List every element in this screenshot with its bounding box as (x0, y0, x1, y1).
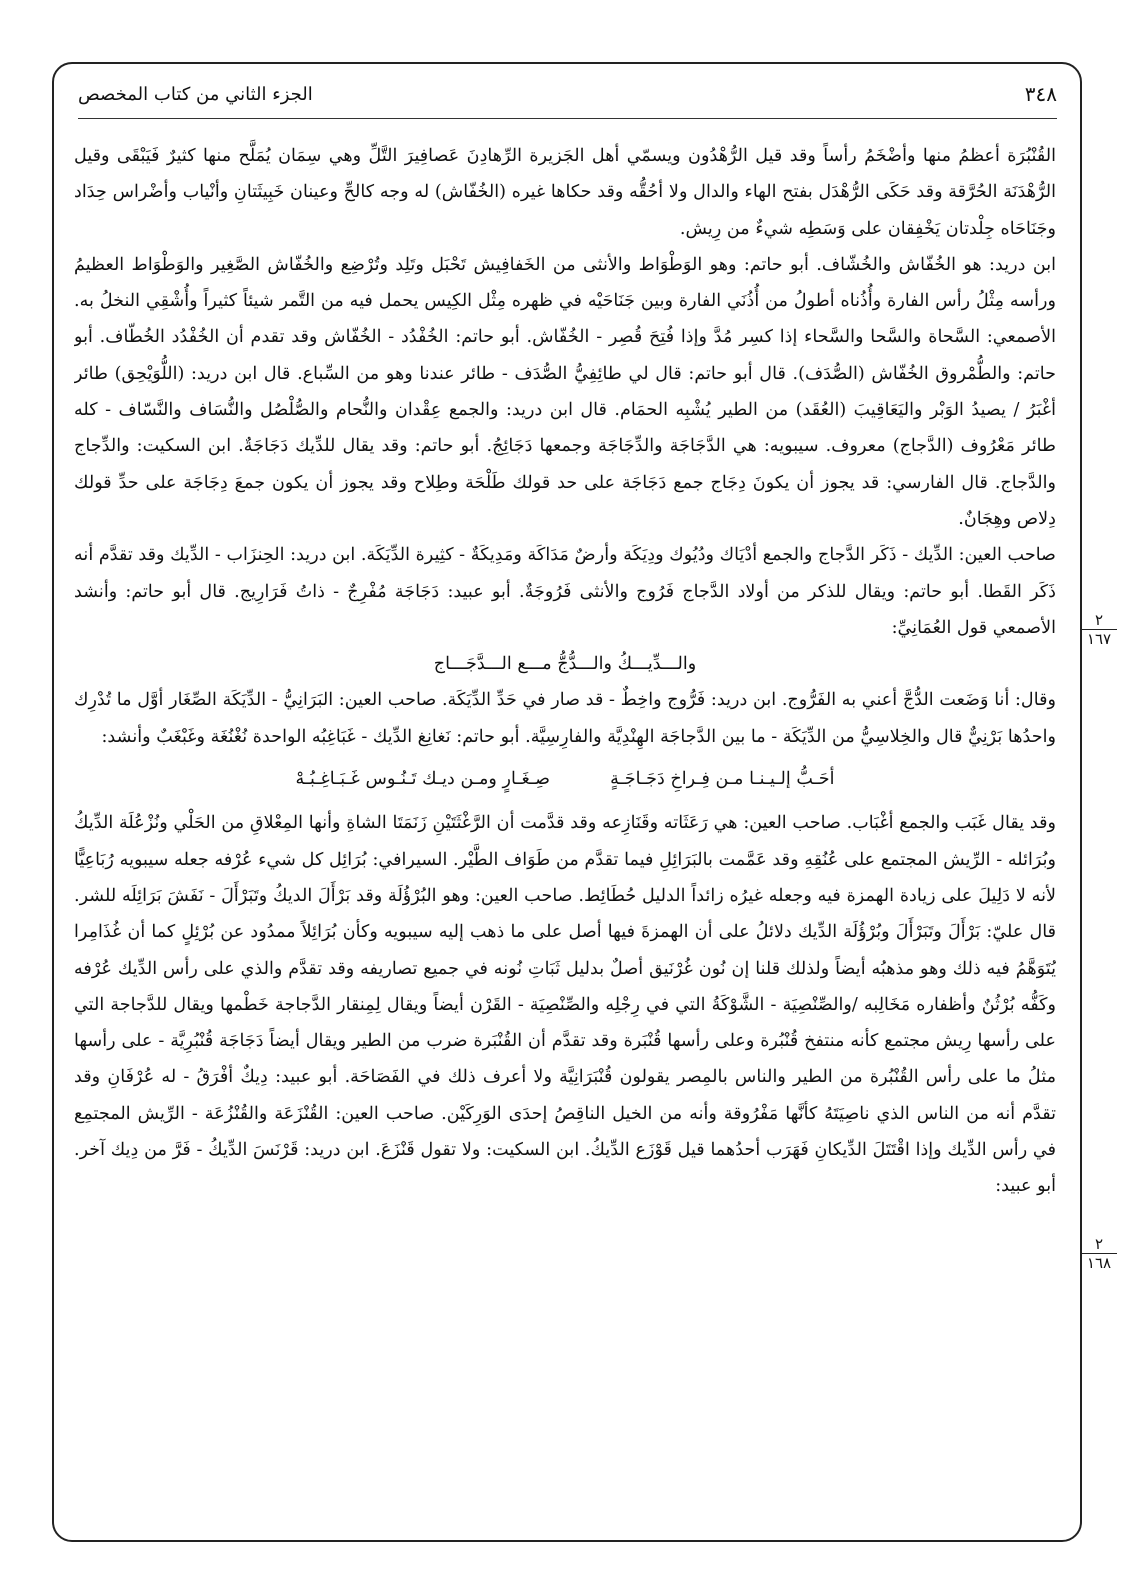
page-number: ٣٤٨ (1024, 82, 1057, 106)
verse-hemistich: صِـغَـارٍ ومـن ديـك تَـنُـوس غَـبَـاغِـبُـهْ (295, 769, 551, 790)
margin-page-ref (1081, 612, 1117, 647)
margin-page: ١٦٧ (1086, 630, 1112, 648)
margin-page: ١٦٨ (1086, 1254, 1112, 1272)
paragraph: ابن دريد: هو الخُفّاش والخُشّاف. أبو حاتم: وهو الوَطْوَاط والأنثى من الخَفافِيش تَحْبَل وتَلِد وتُرْضِع والخُفّاش الصَّغِير والوَطْوَاط العظيمُ ورأسه مِثْلُ رأس الفارة وأُذُناه أطولُ من أُذُنَي الفارة وبين جَنَاحَيْه في ظهره مِثْل الكِيس يحمل فيه من التَّمر شيئاً كثيراً وأُشْقِي النخلُ به. الأصمعي: السَّحاة والسَّحا والسَّحاء إذا كسِر مُدَّ وإذا فُتِحَ قُصِر - الخُفّاش. أبو حاتم: الخُفْدُد - الخُفّاش وقد تقدم أن الخُفْدُد الخُطّاف. أبو حاتم: والطُّمْروق الخُفّاش (الصُّدَف). قال أبو حاتم: قال لي طائِفِيُّ الصُّدَف - طائر عندنا وهو من السِّباع. قال ابن دريد: (اللُّوَيْحِق) طائر أغْبَرُ / يصيدُ الوَبْر واليَعَاقِيبَ (العُقَد) من الطير يُشْبِه الحمَام. قال ابن دريد: والجمع عِقْدان والنُّحام والصُّلْصُل والنُّسَاف والنَّسّاف - كله طائر مَعْرُوف (الدَّجاج) معروف. سيبويه: هي الدَّجَاجَة والدِّجَاجَة وجمعها دَجَائِجُ. أبو حاتم: وقد يقال للدِّيك دَجَاجَةٌ. ابن السكيت: والدِّجاج والدَّجاج. قال الفارسي: قد يجوز أن يكونَ دِجَاج جمع دَجَاجَة على حد قولك طَلْحَة وطِلاح وقد يجوز أن يكون جمعَ دِجَاجَة على حدِّ قولك دِلاص وهِجَانٌ. (74, 254, 1056, 529)
paragraph: وقد يقال غَبَب والجمع أغْبَاب. صاحب العين: هي رَعَثَاته وقَنَازِعه وقد قدَّمت أن الرَّغْثَتَيْنِ زَنَمَتَا الشاةِ وأنها المِعْلاقِ من الحَلْي ونُزْعُلَة الدِّيكُ وبُرَائله - الرِّيش المجتمع على عُنُقِهِ وقد عَمَّمت بالبَرَائِلِ فيما تقدَّم من طَوَاف الطَّيْر. السيرافي: بُرَائِل كل شيء عُرْفه جعله سيبويه رُبَاعِيًّا لأنه لا دَلِيلَ على زيادة الهمزة فيه وجعله غيرُه زائداً الدليل حُطَائِط. صاحب العين: وهو البُرْؤُلَة وقد بَرْأَلَ الديكُ وتَبَرْأَلَ - نَفَشَ بَرَائِلَه للشر. قال عليّ: بَرْأَلَ وتَبَرْأَلَ وبُرْؤُلَة الدِّيك دلائلُ على أن الهمزةَ فيها أصل على ما ذهب إليه سيبويه وكأن بُرَائِلاً ممدُود عن بُرْئِلٍ كما أن غُذَامِرا يُتَوَهَّمُ فيه ذلك وهو مذهبُه أيضاً ولذلك قلنا إن نُون غُرْنَيق أصلٌ بدليل ثَبَاتِ نُونه في جميع تصاريفه وقد تقدَّم والذي على رأس الدِّيك عُرْفه وكَفُّه بُرْثُنٌ وأظفاره مَخَالِبه /والصِّنْصِيَة - الشَّوْكَةُ التي في رِجْلِه والصِّنْصِيَة - القَرْن أيضاً ويقال لِمِنقار الدَّجاجة خَطْمها ويقال للدَّجاجة التي على رأسها رِيش مجتمع كأنه منتفخ قُنْبُرة وعلى رأسها قُنْبَرة وقد تقدَّم أن القُنْبَرة ضرب من الطير ويقال أيضاً دَجَاجَة قُنْبُرِيَّة - على رأسها مثلُ ما على رأس القُنْبُرة من الطير والناس بالمِصر يقولون قُنْبَرَانِيَّة ولا أعرف ذلك في الفَصَاحَة. أبو عبيد: دِيكٌ أفْرَقُ - له عُرْفَانِ وقد تقدَّم أنه من الناس الذي ناصِيَتَهُ كأنَّها مَفْرُوقة وأنه من الخيل الناقِصُ إحدَى الوَرِكَيْن. صاحب العين: القُنْزَعَة والقُنْزُعَة - الرِّيش المجتمِع في رأس الدِّيك وإذا اقْتَتَلَ الدِّيكانِ فَهَرَب أحدُهما قيل قَوْزَع الدِّيكُ. ابن السكيت: ولا تقول قَنْزَعَ. ابن دريد: قَرْنَسَ الدِّيكُ - فَرَّ من دِيك آخر. أبو عبيد: (74, 813, 1056, 1197)
margin-volume: ٢ (1081, 1236, 1117, 1254)
paragraph: القُنْبُرَة أعظمُ منها وأضْخَمُ رأساً وقد قيل الرُّهْدُون ويسمّي أهل الجَزيرة الرِّهادِنَ عَصافِيرَ التَّلِّ وهي سِمَان يُمَلَّح منها كثيرٌ فَيَبْقَى وقيل الرُّهْدَنَة الحُرَّقة وقد حَكَى الرُّهْدَل بفتح الهاء والدال ولا أحُقُّه وقد حكاها غيره (الخُفّاش) له وجه كالحِّ وعينان خَبِيثَتانِ وأنْياب وأضْراس حِدَاد وجَنَاحَاه جِلْدتان يَخْفِقان على وَسَطِه شيءٌ من رِيش. (74, 146, 1056, 239)
paragraph: وقال: أنا وَضَعت الدُّجَّ أعني به الفَرُّوج. ابن دريد: فَرُّوج واخِطٌ - قد صار في حَدِّ الدِّيَكَة. صاحب العين: البَرَانِيُّ - الدِّيَكَة الصِّغَار أوَّل ما تُدْرِك واحدُها بَرْنِيٌّ قال والخِلاسِيُّ من الدِّيَكَة - ما بين الدَّجاجَة الهِنْدِيَّة والفارِسِيَّة. أبو حاتم: نَغانِغ الدِّيك - غَبَاغِبُه الواحدة نُغْنُغَة وغَبْغَبٌ وأنشد: (74, 690, 1056, 747)
page-header (78, 70, 1057, 119)
verse-hemistich: أحَـبُّ إلـيـنـا مـن فِـراخِ دَجَـاجَـةٍ (610, 769, 835, 790)
margin-volume: ٢ (1081, 612, 1117, 630)
verse-couplet (74, 761, 1056, 797)
main-text (74, 138, 1056, 1523)
margin-page-ref (1081, 1236, 1117, 1271)
paragraph: صاحب العين: الدِّيك - ذَكَر الدَّجاج والجمع أدْيَاك ودُيُوك ودِيَكَة وأرضٌ مَدَاكَة ومَدِيكَةٌ - كثِيرة الدِّيَكَة. ابن دريد: الحِنزَاب - الدِّيك وقد تقدَّم أنه ذَكَر القَطا. أبو حاتم: ويقال للذكر من أولاد الدَّجاج فَرُوج والأنثى فَرُوجَةٌ. أبو عبيد: دَجَاجَة مُفْرِجٌ - ذاتُ فَرَارِيج. قال أبو حاتم: وأنشد الأصمعي قول العُمَانِيِّ: (74, 545, 1056, 638)
book-title: الجزء الثاني من كتاب المخصص (78, 83, 313, 105)
verse-line: والـــدِّيـــكُ والـــدُّجُّ مـــع الـــدَّجَـــاج (433, 654, 697, 675)
